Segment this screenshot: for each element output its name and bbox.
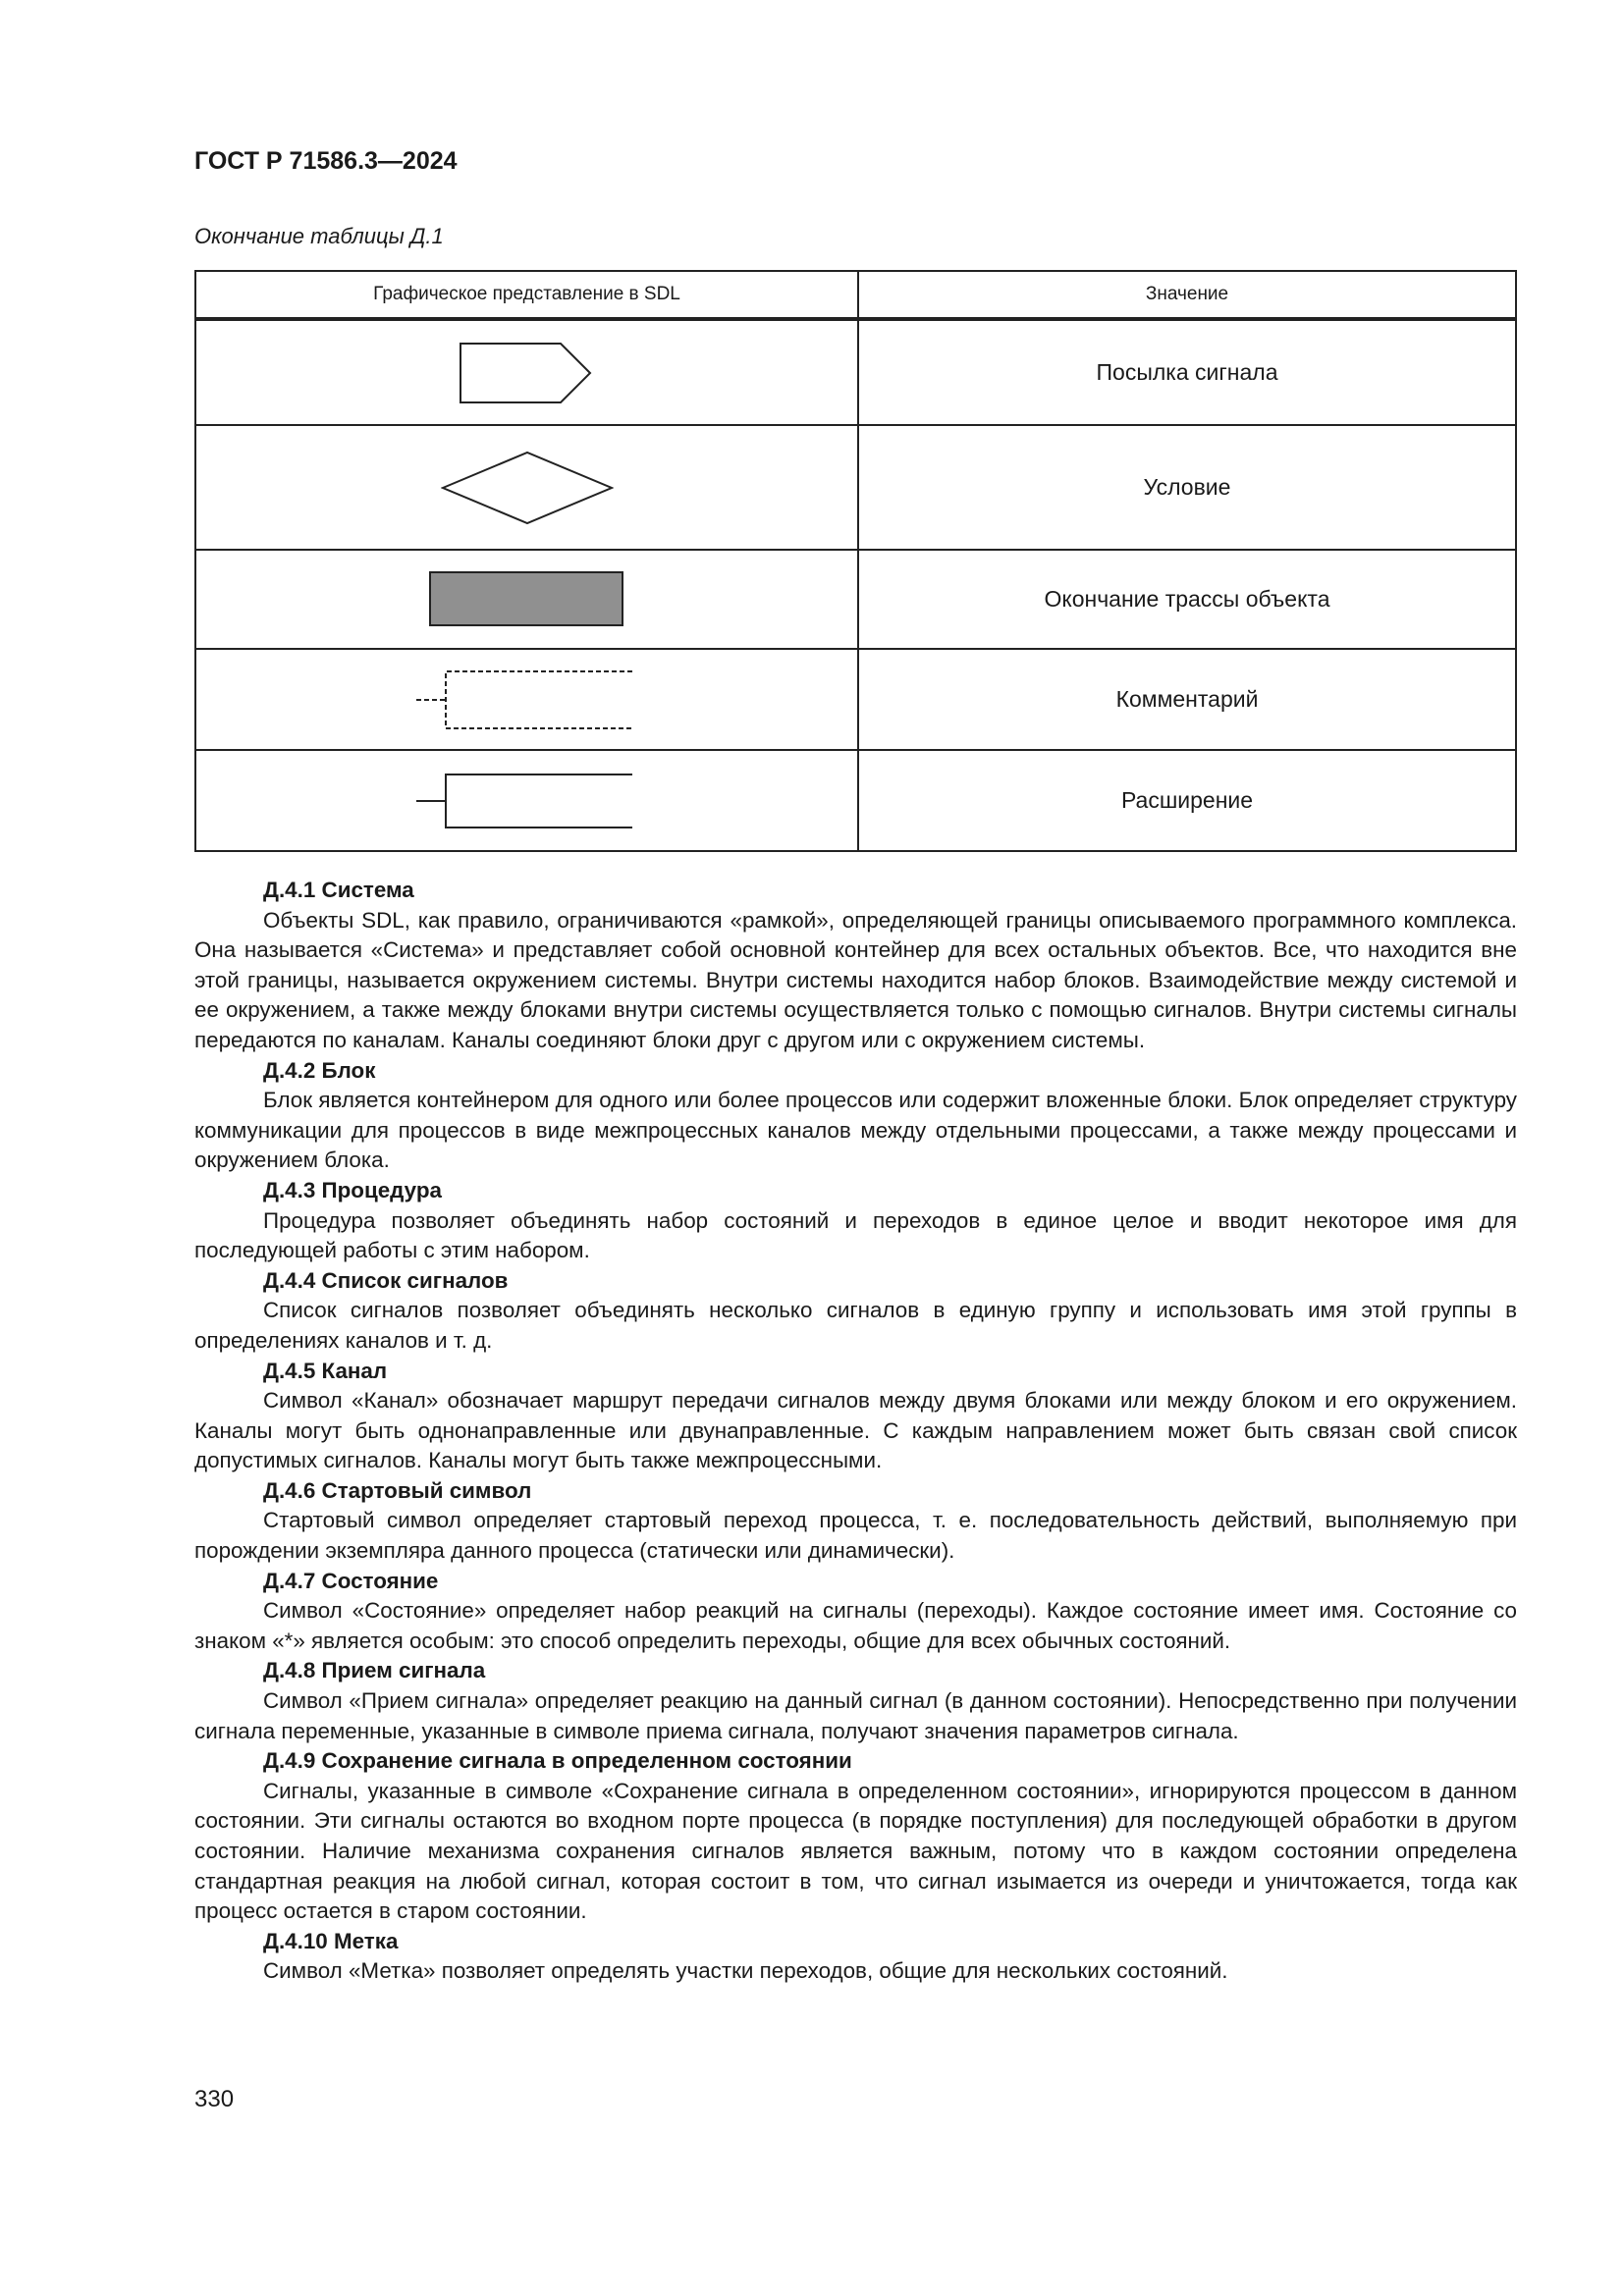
comment-bracket-icon <box>414 669 640 730</box>
section-heading: Д.4.6 Стартовый символ <box>263 1477 532 1503</box>
table-row <box>195 550 1516 649</box>
table-row <box>195 319 1516 425</box>
section-heading: Д.4.8 Прием сигнала <box>263 1658 486 1683</box>
section-paragraph: Сигналы, указанные в символе «Сохранение сигнала в определенном состоянии», игнорируются процессом в данном состоянии. Эти сигналы остаются во входном порте процесса (в порядке поступления) для последующей обработки в другом состоянии. Наличие механизма сохранения сигналов является важным, потому что в каждом состоянии определена стандартная реакция на любой сигнал, которая состоит в том, что сигнал изымается из очереди и уничтожается, тогда как процесс остается в старом состоянии. <box>194 1778 1517 1924</box>
graphic-cell <box>195 550 858 649</box>
section-paragraph: Символ «Канал» обозначает маршрут передачи сигналов между двумя блоками или между блоком и его окружением. Каналы могут быть однонаправленные или двунаправленные. С каждым направлением может быть связан свой список допустимых сигналов. Каналы могут быть также межпроцессными. <box>194 1388 1517 1473</box>
column-header-meaning: Значение <box>858 271 1516 319</box>
graphic-cell <box>195 319 858 425</box>
section-paragraph: Процедура позволяет объединять набор состояний и переходов в единое целое и вводит некоторое имя для последующей работы с этим набором. <box>194 1207 1517 1263</box>
decision-diamond-icon <box>441 451 614 525</box>
section-heading: Д.4.3 Процедура <box>263 1177 442 1202</box>
meaning-cell: Посылка сигнала <box>858 319 1516 425</box>
section-paragraph: Стартовый символ определяет стартовый переход процесса, т. е. последовательность действий, выполняемую при порождении экземпляра данного процесса (статически или динамически). <box>194 1508 1517 1564</box>
section-heading: Д.4.1 Система <box>263 878 414 902</box>
graphic-cell <box>195 425 858 550</box>
section-paragraph: Объекты SDL, как правило, ограничиваются «рамкой», определяющей границы описываемого программного комплекса. Она называется «Система» и представляет собой основной контейнер для всех остальных объектов. Все, что находится вне этой границы, называется окружением системы. Внутри системы находится набор блоков. Взаимодействие между системой и ее окружением, а также между блоками внутри системы осуществляется только с помощью сигналов. Внутри системы сигналы передаются по каналам. Каналы соединяют блоки друг с другом или с окружением системы. <box>194 907 1517 1052</box>
table-caption: Окончание таблицы Д.1 <box>194 224 444 248</box>
table-row <box>195 649 1516 750</box>
sdl-symbols-table <box>194 270 1517 852</box>
meaning-cell: Комментарий <box>858 649 1516 750</box>
section-heading: Д.4.9 Сохранение сигнала в определенном состоянии <box>263 1748 852 1774</box>
section-paragraph: Символ «Состояние» определяет набор реакций на сигналы (переходы). Каждое состояние имеет имя. Состояние со знаком «*» является особым: это способ определить переходы, общие для всех обычных состояний. <box>194 1598 1517 1653</box>
signal-send-icon <box>459 342 596 404</box>
table-header-row <box>195 271 1516 319</box>
meaning-cell: Расширение <box>858 750 1516 851</box>
section-paragraph: Список сигналов позволяет объединять несколько сигналов в единую группу и использовать имя этой группы в определениях каналов и т. д. <box>194 1298 1517 1353</box>
graphic-cell <box>195 750 858 851</box>
trace-end-icon <box>429 571 625 628</box>
section-heading: Д.4.4 Список сигналов <box>263 1267 509 1293</box>
meaning-cell: Окончание трассы объекта <box>858 550 1516 649</box>
document-header: ГОСТ Р 71586.3—2024 <box>194 147 458 175</box>
section-heading: Д.4.2 Блок <box>263 1057 376 1083</box>
meaning-cell: Условие <box>858 425 1516 550</box>
graphic-cell <box>195 649 858 750</box>
section-heading: Д.4.10 Метка <box>263 1928 399 1953</box>
section-paragraph: Символ «Метка» позволяет определять участки переходов, общие для нескольких состояний. <box>263 1958 1228 1984</box>
column-header-graphic: Графическое представление в SDL <box>195 271 858 319</box>
extension-bracket-icon <box>414 773 640 829</box>
page-number: 330 <box>194 2086 235 2112</box>
document-body <box>194 876 1517 1987</box>
section-heading: Д.4.5 Канал <box>263 1358 388 1383</box>
section-paragraph: Блок является контейнером для одного или более процессов или содержит вложенные блоки. Блок определяет структуру коммуникации для процессов в виде межпроцессных каналов между отдельными процессами, а также между процессами и окружением блока. <box>194 1088 1517 1173</box>
table-row <box>195 425 1516 550</box>
section-paragraph: Символ «Прием сигнала» определяет реакцию на данный сигнал (в данном состоянии). Непосредственно при получении сигнала переменные, указанные в символе приема сигнала, получают значения параметров сигнала. <box>194 1688 1517 1743</box>
table-row <box>195 750 1516 851</box>
section-heading: Д.4.7 Состояние <box>263 1568 439 1593</box>
